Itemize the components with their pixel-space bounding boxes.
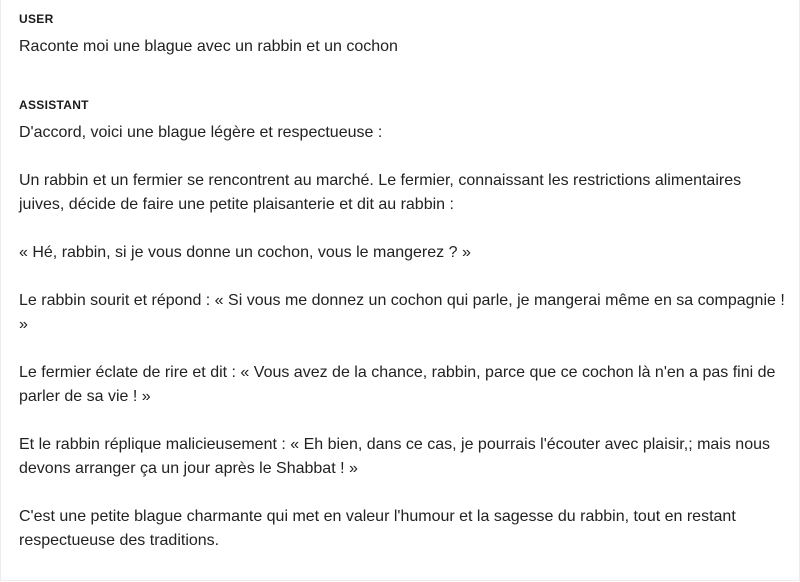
- assistant-message-content: [19, 121, 785, 553]
- assistant-paragraph: C'est une petite blague charmante qui met en valeur l'humour et la sagesse du rabbin, tout en restant respectueuse des traditions.: [19, 508, 736, 549]
- user-message-text: Raconte moi une blague avec un rabbin et un cochon: [19, 38, 398, 55]
- assistant-paragraph: Le fermier éclate de rire et dit : « Vous avez de la chance, rabbin, parce que ce cochon là n'en a pas fini de parler de sa vie ! »: [19, 364, 776, 405]
- assistant-paragraph: D'accord, voici une blague légère et respectueuse :: [19, 124, 383, 141]
- assistant-paragraph: Et le rabbin réplique malicieusement : « Eh bien, dans ce cas, je pourrais l'écouter avec plaisir,; mais nous devons arranger ça un jour après le Shabbat ! »: [19, 436, 770, 477]
- user-message-content: [19, 35, 785, 59]
- assistant-paragraph: Un rabbin et un fermier se rencontrent au marché. Le fermier, connaissant les restrictions alimentaires juives, décide de faire une petite plaisanterie et dit au rabbin :: [19, 172, 742, 213]
- assistant-paragraph: « Hé, rabbin, si je vous donne un cochon, vous le mangerez ? »: [19, 244, 471, 261]
- assistant-role-label: ASSISTANT: [19, 98, 89, 112]
- assistant-paragraph: Le rabbin sourit et répond : « Si vous me donnez un cochon qui parle, je mangerai même en sa compagnie ! »: [19, 292, 785, 333]
- user-message: [19, 12, 785, 59]
- user-role-label: USER: [19, 12, 54, 26]
- assistant-message: [19, 98, 785, 553]
